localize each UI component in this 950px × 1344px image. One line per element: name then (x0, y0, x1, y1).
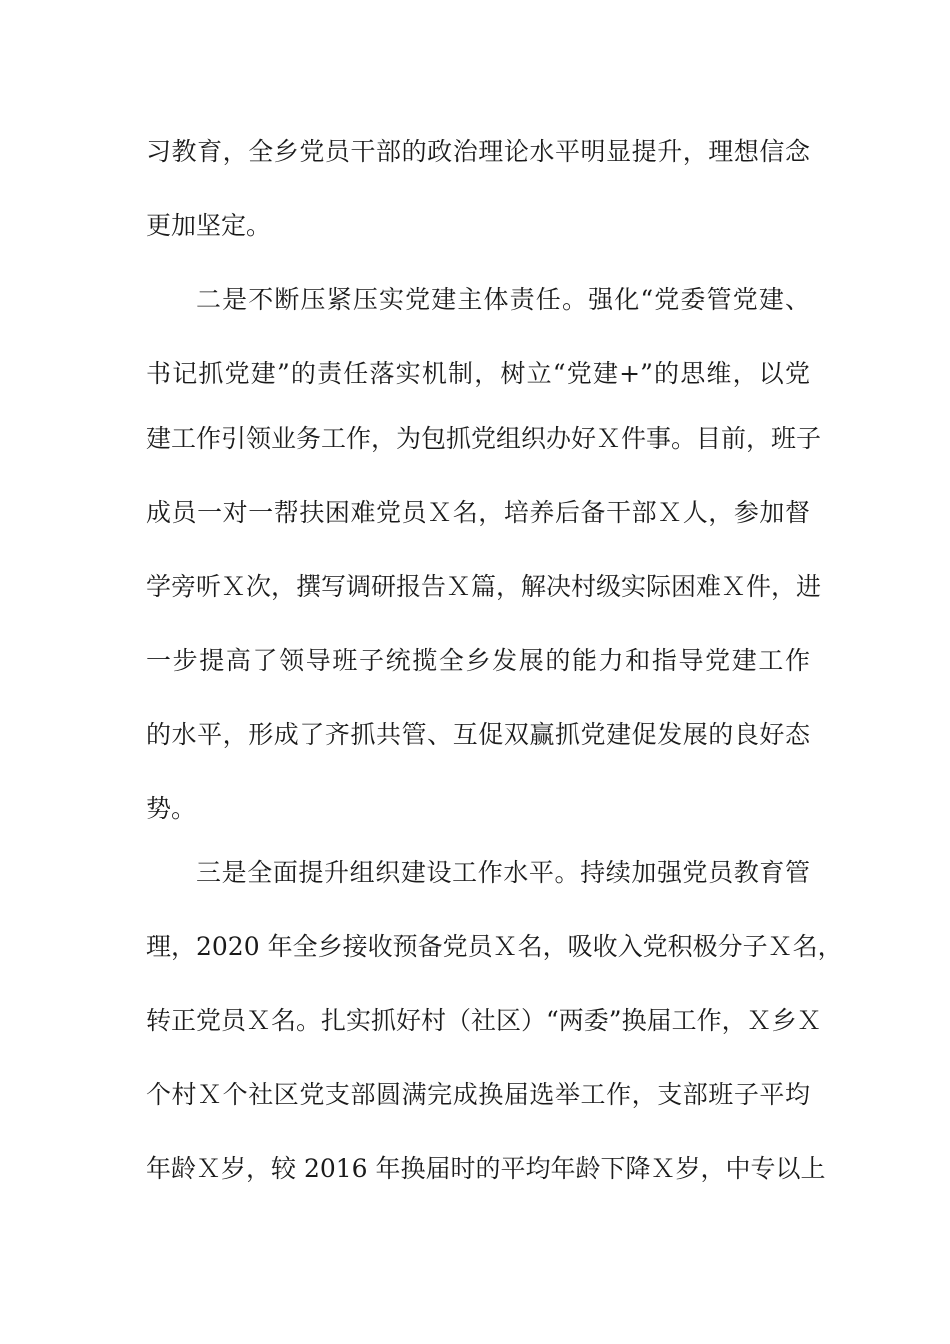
text-line: 更加坚定。 (146, 211, 272, 240)
text-line: 学旁听Ｘ次，撰写调研报告Ｘ篇，解决村级实际困难Ｘ件，进 (146, 572, 822, 601)
text-line: 一步提高了领导班子统揽全乡发展的能力和指导党建工作 (146, 646, 810, 675)
text-line: 转正党员Ｘ名。扎实抓好村（社区）“两委”换届工作，Ｘ乡Ｘ (146, 1006, 822, 1035)
text-line: 的水平，形成了齐抓共管、互促双赢抓党建促发展的良好态 (146, 720, 810, 749)
text-line: 理，2020 年全乡接收预备党员Ｘ名，吸收入党积极分子Ｘ名， (146, 932, 843, 961)
text-line: 年龄Ｘ岁，较 2016 年换届时的平均年龄下降Ｘ岁，中专以上 (146, 1154, 826, 1183)
text-line: 书记抓党建”的责任落实机制，树立“党建+”的思维，以党 (146, 359, 810, 388)
paragraph-start-line: 二是不断压紧压实党建主体责任。强化“党委管党建、 (196, 285, 810, 314)
text-line: 建工作引领业务工作，为包抓党组织办好Ｘ件事。目前，班子 (146, 424, 822, 453)
text-line: 习教育，全乡党员干部的政治理论水平明显提升，理想信念 (146, 137, 810, 166)
text-line: 个村Ｘ个社区党支部圆满完成换届选举工作，支部班子平均 (146, 1080, 810, 1109)
text-line: 势。 (146, 794, 197, 823)
paragraph-start-line: 三是全面提升组织建设工作水平。持续加强党员教育管 (196, 858, 810, 887)
text-line: 成员一对一帮扶困难党员Ｘ名，培养后备干部Ｘ人，参加督 (146, 498, 810, 527)
